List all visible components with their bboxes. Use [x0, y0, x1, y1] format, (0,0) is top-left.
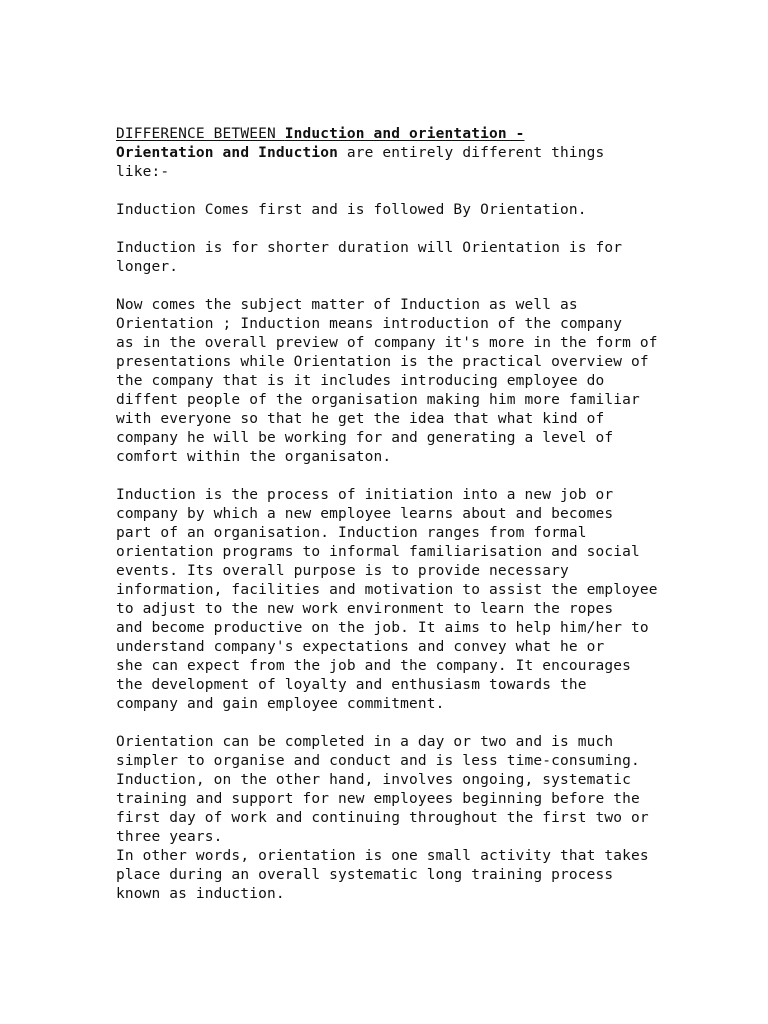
document-title	[116, 125, 716, 144]
paragraph-line: understand company's expectations and convey what he or	[116, 639, 605, 655]
lead-line-2: like:-	[116, 164, 170, 180]
paragraph-line: with everyone so that he get the idea that what kind of	[116, 411, 605, 427]
paragraph-line: In other words, orientation is one small activity that takes	[116, 848, 649, 864]
paragraph-line: three years.	[116, 829, 223, 845]
paragraph-line: Induction Comes first and is followed By Orientation.	[116, 202, 587, 218]
paragraph	[116, 733, 716, 904]
title-bold: Induction and orientation -	[284, 126, 525, 142]
paragraph-line: as in the overall preview of company it's more in the form of	[116, 335, 658, 351]
paragraph-line: place during an overall systematic long training process	[116, 867, 614, 883]
paragraph-line: she can expect from the job and the company. It encourages	[116, 658, 632, 674]
lead-bold: Orientation and Induction	[116, 145, 338, 161]
paragraph-line: and become productive on the job. It aims to help him/her to	[116, 620, 649, 636]
paragraph-line: simpler to organise and conduct and is less time-consuming.	[116, 753, 640, 769]
paragraph-line: to adjust to the new work environment to learn the ropes	[116, 601, 614, 617]
paragraph-list	[116, 201, 716, 904]
lead-line-1	[116, 144, 716, 163]
paragraph-line: information, facilities and motivation to assist the employee	[116, 582, 658, 598]
paragraph-line: comfort within the organisaton.	[116, 449, 392, 465]
title-prefix: DIFFERENCE BETWEEN	[116, 126, 285, 142]
paragraph-line: company by which a new employee learns about and becomes	[116, 506, 614, 522]
paragraph-line: company and gain employee commitment.	[116, 696, 445, 712]
document-header	[116, 125, 716, 182]
paragraph-line: the development of loyalty and enthusiasm towards the	[116, 677, 587, 693]
spacer	[116, 182, 716, 201]
paragraph-line: orientation programs to informal familiarisation and social	[116, 544, 640, 560]
paragraph	[116, 239, 716, 277]
paragraph	[116, 486, 716, 714]
paragraph-line: Induction is for shorter duration will Orientation is for	[116, 240, 623, 256]
paragraph-line: diffent people of the organisation making him more familiar	[116, 392, 640, 408]
paragraph-line: Now comes the subject matter of Induction as well as	[116, 297, 578, 313]
paragraph-line: Induction, on the other hand, involves ongoing, systematic	[116, 772, 632, 788]
paragraph-line: known as induction.	[116, 886, 285, 902]
paragraph-line: events. Its overall purpose is to provide necessary	[116, 563, 569, 579]
lead-rest: are entirely different things	[338, 145, 605, 161]
paragraph-line: presentations while Orientation is the practical overview of	[116, 354, 649, 370]
paragraph-line: Induction is the process of initiation into a new job or	[116, 487, 614, 503]
paragraph-line: Orientation can be completed in a day or two and is much	[116, 734, 614, 750]
paragraph-line: Orientation ; Induction means introduction of the company	[116, 316, 623, 332]
paragraph-line: the company that is it includes introducing employee do	[116, 373, 605, 389]
paragraph-line: training and support for new employees beginning before the	[116, 791, 640, 807]
paragraph-line: company he will be working for and generating a level of	[116, 430, 614, 446]
paragraph	[116, 296, 716, 467]
paragraph-line: longer.	[116, 259, 179, 275]
document-body	[116, 125, 716, 923]
paragraph	[116, 201, 716, 220]
paragraph-line: part of an organisation. Induction ranges from formal	[116, 525, 587, 541]
paragraph-line: first day of work and continuing throughout the first two or	[116, 810, 649, 826]
